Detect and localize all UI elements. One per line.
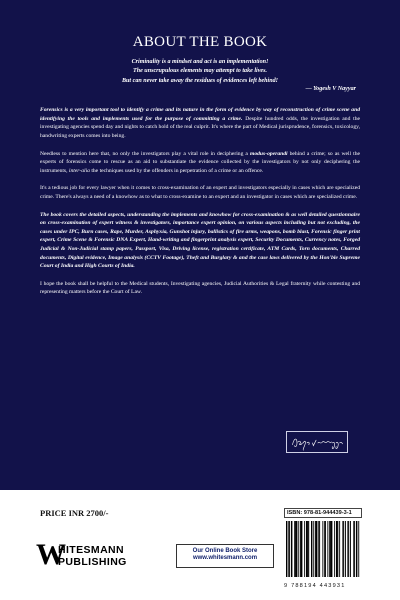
quote-line: The unscrupulous elements may attempt to take lives. [132,68,268,75]
paragraph-text: behind a crime; so as well the experts of forensics come to rescue as an aid to substantiate the evidence collected by the investigators by not only deciphering the instruments, [40,150,360,174]
paragraph-text: the techniques used by the offenders in perpetration of a crime or an offence. [89,167,264,174]
author-signature [286,431,348,453]
quote-author: — Yogesh V Nayyar [305,86,356,93]
quote-line: Criminality is a mindset and act is an implementation! [131,59,269,65]
signature-scribble [287,432,347,452]
publisher-logo [36,540,132,574]
paragraph-forensics [40,106,360,140]
paragraph-emphasis: modus-operandi [249,150,288,157]
price-label: PRICE INR 2700/- [40,508,109,518]
paragraph-cross-examination: It's a tedious job for every lawyer when it comes to cross-examination of an expert and investigators especially in cases which are specialized crime. There's always a need of a knowhow as to what to cross-examine to an expert and an investigator in cases which are specialized crime. [40,185,360,200]
epigraph-quote [40,58,360,86]
paragraph-text: Despite hundred odds, the investigation and the investigating agencies spend day and nights to catch hold of the real culprit. It's where the part of Medical jurisprudence, forensics, toxicology, handwriting experts comes into being. [40,115,360,139]
paragraph-italic: inter-alia [68,167,90,174]
isbn-block [284,508,362,592]
online-store-box[interactable] [176,544,274,568]
paragraph-investigators [40,150,360,176]
barcode-icon [284,521,362,581]
page-title: ABOUT THE BOOK [132,34,268,50]
store-url[interactable]: www.whitesmann.com [192,555,258,561]
paragraph-text: Needless to mention here that, no only the investigators play a vital role in deciphering a [40,150,250,157]
paragraph-hope: I hope the book shall be helpful to the Medical students, Investigating agencies, Judicial Authorities & Legal fraternity while contesting and representing matters before the Court of Law. [40,280,360,296]
quote-line: But can never take away the residues of evidences left behind! [121,77,279,84]
isbn-label: ISBN: 978-81-944439-3-1 [284,508,362,518]
isbn-digits: 9 788194 443931 [284,583,346,589]
publisher-initial: W [36,538,64,571]
paragraph-book-coverage: The book covers the detailed aspects, understanding the implements and knowhow for cross-examination & as well detailed questionnaire on cross-examination of expert witness & investigators, importance expert opinion, on various aspects including but not excluding, the cases under IPC, Burn cases, Rape, Murder, Asphyxia, Gunshot injury, ballistics of fire arms, weapons, bomb blast, Forensic finger print expert, Crime Scene & Forensic DNA Expert, Hand-writing and fingerprint analysis expert, Security Documents, Currency notes, Forged Judicial & Non-Judicial stamp papers, Passport, Visa, Driving license, registration certificate, ATM Cards, Torn documents, Charred documents, Digital evidence, Image analysis (CCTV Footage), Theft and Burglary & and the case laws delivered by the Hon'ble Supreme Court of India and High Courts of India. [40,211,360,270]
publisher-tagline: PUBLISHING [58,556,127,568]
paragraph-emphasis: Forensics is a very important tool to identify a crime and its nature in the form of evidence by way of reconstruction of crime scene and identifying the tools and implements used for the purpose of committing a crime. [40,107,360,122]
publisher-name: HITESMANN [58,544,125,556]
store-label: Our Online Book Store [192,548,258,554]
